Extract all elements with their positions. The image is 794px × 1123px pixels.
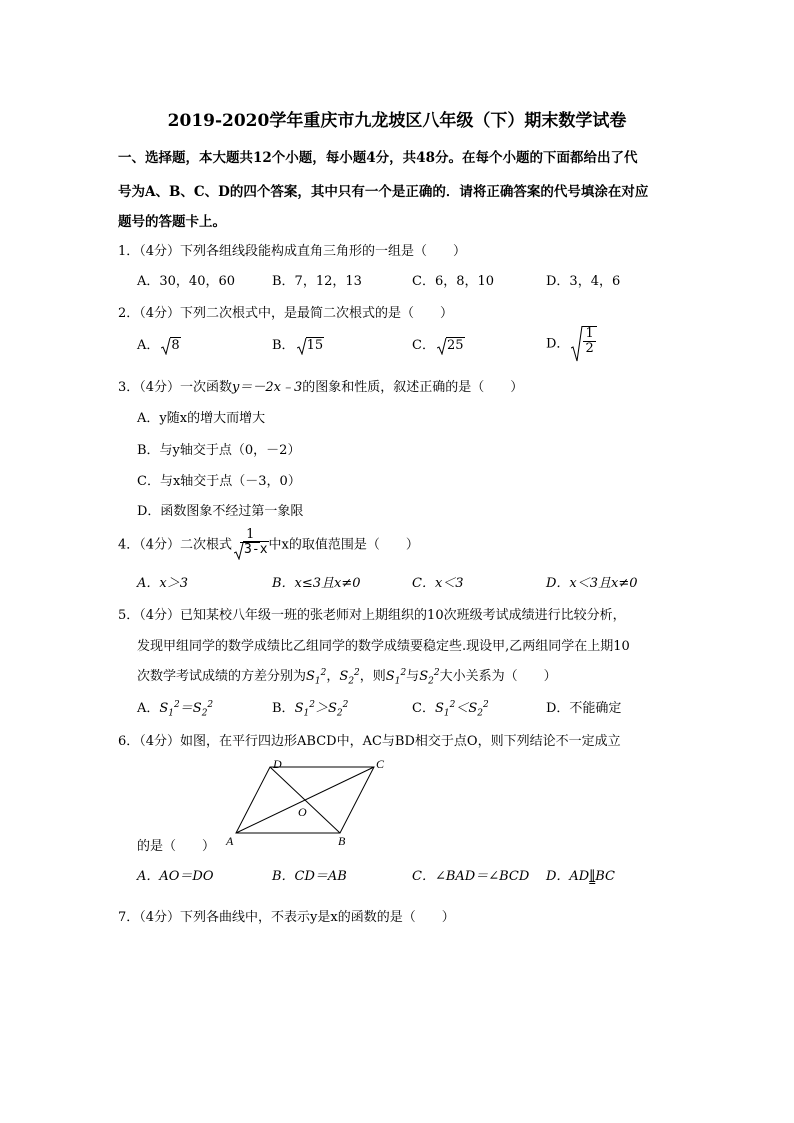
q2-option-b [272,334,324,353]
question-1-stem: 1．（4分）下列各组线段能构成直角三角形的一组是（ ） [118,244,467,259]
q3-option-a: A．y随x的增大而增大 [137,411,266,426]
q4-stem-post: 中x的取值范围是（ ） [268,537,419,553]
label-o: O [298,805,307,819]
q3-stem-pre: 3．（4分）一次函数 [118,380,233,395]
question-5-line3: 次数学考试成绩的方差分别为$S_1^2$，$S_2^2$，则$S_1^2$与$S_2^2$大小关系为（ ） [137,668,557,687]
label-d: D [273,757,282,771]
q4-option-b: B．x≤3且x≠0 [272,576,361,591]
q4-option-c: C．x＜3 [412,576,464,591]
q3-stem-post: 的图象和性质，叙述正确的是（ ） [302,380,524,395]
frac-den: 2 [585,341,594,357]
diagonal-bd [270,767,340,833]
q6-option-a: A．AO＝DO [137,869,214,884]
question-6-line1: 6．（4分）如图，在平行四边形ABCD中，AC与BD相交于点O，则下列结论不一定成立 [118,734,621,749]
page-title: 2019-2020学年重庆市九龙坡区八年级（下）期末数学试卷 [167,111,627,131]
q5-line3-pre: 次数学考试成绩的方差分别为 [137,669,307,684]
q5-line3-post: 大小关系为（ ） [439,669,557,684]
sqrt-half [571,326,596,357]
question-7-stem: 7．（4分）下列各曲线中，不表示y是x的函数的是（ ） [118,910,455,925]
question-3-stem [118,376,523,395]
sqrt-8 [161,338,180,353]
q1-option-b: B．7，12，13 [272,274,362,289]
label-c: C [376,757,385,771]
q5-option-d: D．不能确定 [546,701,622,716]
q2-option-d [546,326,597,357]
q1-option-a: A．30，40，60 [137,274,236,289]
q2-option-d-label: D． [546,336,570,352]
q4-radicand: 3-x [244,542,268,558]
var-s2: $S_2^2$ [339,668,360,687]
q3-equation: y＝－2x﹣3 [232,380,303,395]
q2-option-c-label: C． [412,338,435,353]
q1-option-c: C．6，8，10 [412,274,495,289]
var-s1b: $S_1^2$ [385,668,407,687]
q3-option-c: C．与x轴交于点（－3，0） [137,474,301,489]
var-s2b: $S_2^2$ [419,668,440,687]
q2-option-a-label: A． [137,338,160,353]
q4-option-d: D．x＜3且x≠0 [546,576,638,591]
q2-option-c [412,334,465,353]
q2-option-b-label: B． [272,338,295,353]
radicand-15: 15 [306,338,324,353]
q5-option-a: A．$S_1^2=S_2^2$ [137,700,214,719]
sqrt-25 [437,338,465,353]
sqrt-15 [297,338,325,353]
q4-option-a: A．x＞3 [137,576,188,591]
q6-option-b: B．CD＝AB [272,869,347,884]
radicand-25: 25 [446,338,464,353]
q4-stem-pre: 4．（4分）二次根式 [118,537,233,553]
question-6-line2: 的是（ ） [137,839,216,854]
var-s1: $S_1^2$ [306,668,327,687]
question-5-line1: 5．（4分）已知某校八年级一班的张老师对上期组织的10次班级考试成绩进行比较分析， [118,608,626,623]
q1-option-d: D．3，4，6 [546,274,621,289]
q6-option-c: C．∠BAD＝∠BCD [412,869,530,884]
section-instructions-line3: 题号的答题卡上。 [118,214,226,230]
label-a: A [226,834,234,848]
parallelogram-figure [220,755,390,850]
section-instructions-line1: 一、选择题，本大题共12个小题，每小题4分，共48分。在每个小题的下面都给出了代 [118,150,638,166]
radicand-8: 8 [171,338,180,353]
question-4-stem [118,528,419,558]
q3-option-b: B．与y轴交于点（0，－2） [137,443,301,458]
q4-frac-num: 1 [240,528,260,543]
question-2-stem: 2．（4分）下列二次根式中，是最简二次根式的是（ ） [118,306,454,321]
q6-option-d: D．AD∥BC [546,869,615,884]
q2-option-a [137,334,181,353]
question-5-line2: 发现甲组同学的数学成绩比乙组同学的数学成绩要稳定些.现设甲,乙两组同学在上期10 [137,639,630,654]
q5-option-c: C．$S_1^2<S_2^2$ [412,700,489,719]
q4-sqrt-den [234,543,268,557]
q3-option-d: D．函数图象不经过第一象限 [137,504,304,519]
fraction-half [583,327,595,357]
q5-option-b: B．$S_1^2>S_2^2$ [272,700,349,719]
q4-fraction [232,528,268,558]
frac-num: 1 [585,326,594,341]
section-instructions-line2: 号为A、B、C、D的四个答案，其中只有一个是正确的．请将正确答案的代号填涂在对应 [118,184,649,200]
label-b: B [338,834,346,848]
q5-line3-mid: ，则 [359,669,386,684]
